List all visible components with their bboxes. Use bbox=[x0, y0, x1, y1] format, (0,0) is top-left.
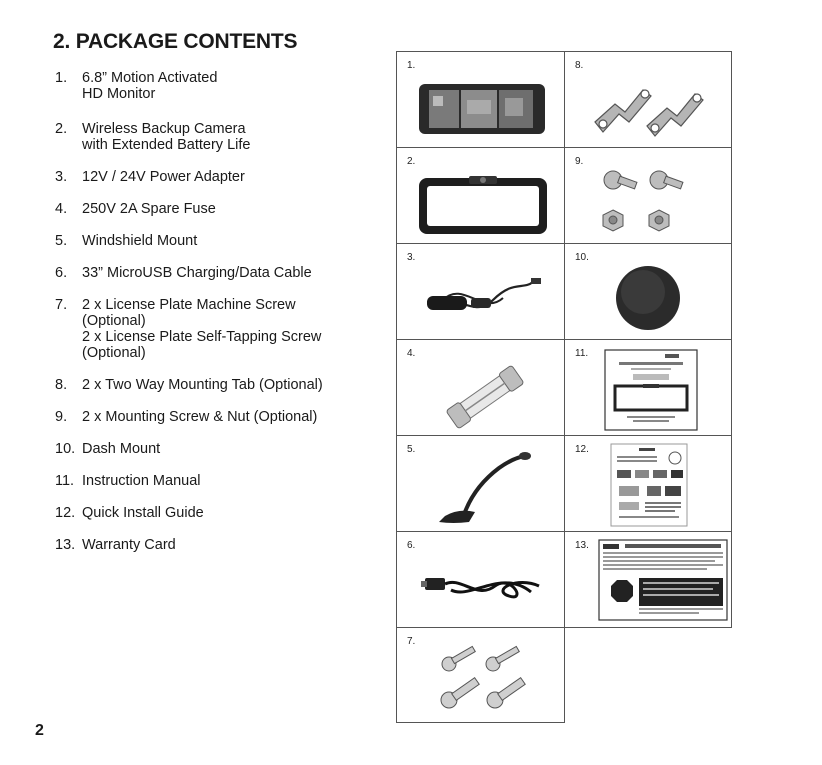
cell-number: 2. bbox=[407, 156, 416, 167]
item-number: 2. bbox=[55, 121, 68, 137]
item-text: Instruction Manual bbox=[82, 473, 201, 489]
item-text: 250V 2A Spare Fuse bbox=[82, 201, 216, 217]
fuse-illustration bbox=[435, 362, 535, 432]
page-title: 2. PACKAGE CONTENTS bbox=[53, 30, 298, 53]
windshield-mount-illustration bbox=[429, 446, 539, 526]
item-text: 6.8” Motion Activated bbox=[82, 70, 218, 86]
grid-cell-camera bbox=[396, 147, 565, 244]
item-text: Warranty Card bbox=[82, 537, 176, 553]
item-number: 4. bbox=[55, 201, 68, 217]
monitor-illustration bbox=[417, 80, 547, 140]
item-number: 8. bbox=[55, 377, 68, 393]
item-number: 10. bbox=[55, 441, 76, 457]
cell-number: 5. bbox=[407, 444, 416, 455]
grid-cell-warranty-card bbox=[564, 531, 732, 628]
item-text: with Extended Battery Life bbox=[82, 137, 251, 153]
grid-cell-windshield-mount bbox=[396, 435, 565, 532]
grid-cell-mounting-tabs bbox=[564, 51, 732, 148]
mounting-tabs-illustration bbox=[589, 60, 709, 142]
item-number: 7. bbox=[55, 297, 68, 313]
cell-number: 13. bbox=[575, 540, 589, 551]
cell-number: 11. bbox=[575, 348, 589, 359]
cell-number: 10. bbox=[575, 252, 589, 263]
item-text: 2 x Two Way Mounting Tab (Optional) bbox=[82, 377, 323, 393]
grid-cell-quick-install-guide bbox=[564, 435, 732, 532]
item-number: 9. bbox=[55, 409, 68, 425]
grid-cell-usb-cable bbox=[396, 531, 565, 628]
cell-number: 12. bbox=[575, 444, 589, 455]
grid-cell-fuse bbox=[396, 339, 565, 436]
item-text: 2 x License Plate Self-Tapping Screw bbox=[82, 329, 322, 345]
warranty-card-illustration bbox=[597, 538, 729, 622]
cell-number: 6. bbox=[407, 540, 416, 551]
item-text: 2 x Mounting Screw & Nut (Optional) bbox=[82, 409, 318, 425]
grid-cell-screw-nut bbox=[564, 147, 732, 244]
quick-install-guide-illustration bbox=[609, 442, 689, 528]
item-text: HD Monitor bbox=[82, 86, 156, 102]
item-number: 1. bbox=[55, 70, 68, 86]
grid-cell-instruction-manual bbox=[564, 339, 732, 436]
screw-nut-illustration bbox=[593, 160, 693, 240]
grid-cell-monitor bbox=[396, 51, 565, 148]
grid-cell-dash-mount bbox=[564, 243, 732, 340]
dash-mount-illustration bbox=[603, 262, 693, 332]
grid-cell-screws bbox=[396, 627, 565, 723]
item-text: (Optional) bbox=[82, 313, 146, 329]
item-text: 12V / 24V Power Adapter bbox=[82, 169, 245, 185]
screws-illustration bbox=[433, 638, 543, 718]
cell-number: 8. bbox=[575, 60, 584, 71]
cell-number: 7. bbox=[407, 636, 416, 647]
power-adapter-illustration bbox=[423, 270, 553, 330]
item-text: Dash Mount bbox=[82, 441, 161, 457]
item-number: 5. bbox=[55, 233, 68, 249]
item-number: 6. bbox=[55, 265, 68, 281]
cell-number: 1. bbox=[407, 60, 416, 71]
item-number: 3. bbox=[55, 169, 68, 185]
item-text: 33” MicroUSB Charging/Data Cable bbox=[82, 265, 312, 281]
instruction-manual-illustration bbox=[603, 348, 699, 432]
item-text: Windshield Mount bbox=[82, 233, 198, 249]
usb-cable-illustration bbox=[421, 556, 551, 616]
item-text: Quick Install Guide bbox=[82, 505, 204, 521]
item-text: 2 x License Plate Machine Screw bbox=[82, 297, 296, 313]
item-number: 11. bbox=[55, 473, 75, 489]
item-number: 12. bbox=[55, 505, 76, 521]
item-text: Wireless Backup Camera bbox=[82, 121, 246, 137]
item-number: 13. bbox=[55, 537, 76, 553]
item-text: (Optional) bbox=[82, 345, 146, 361]
license-plate-camera-illustration bbox=[413, 170, 553, 240]
page-number: 2 bbox=[35, 722, 44, 739]
cell-number: 4. bbox=[407, 348, 416, 359]
grid-cell-power-adapter bbox=[396, 243, 565, 340]
cell-number: 9. bbox=[575, 156, 584, 167]
cell-number: 3. bbox=[407, 252, 416, 263]
